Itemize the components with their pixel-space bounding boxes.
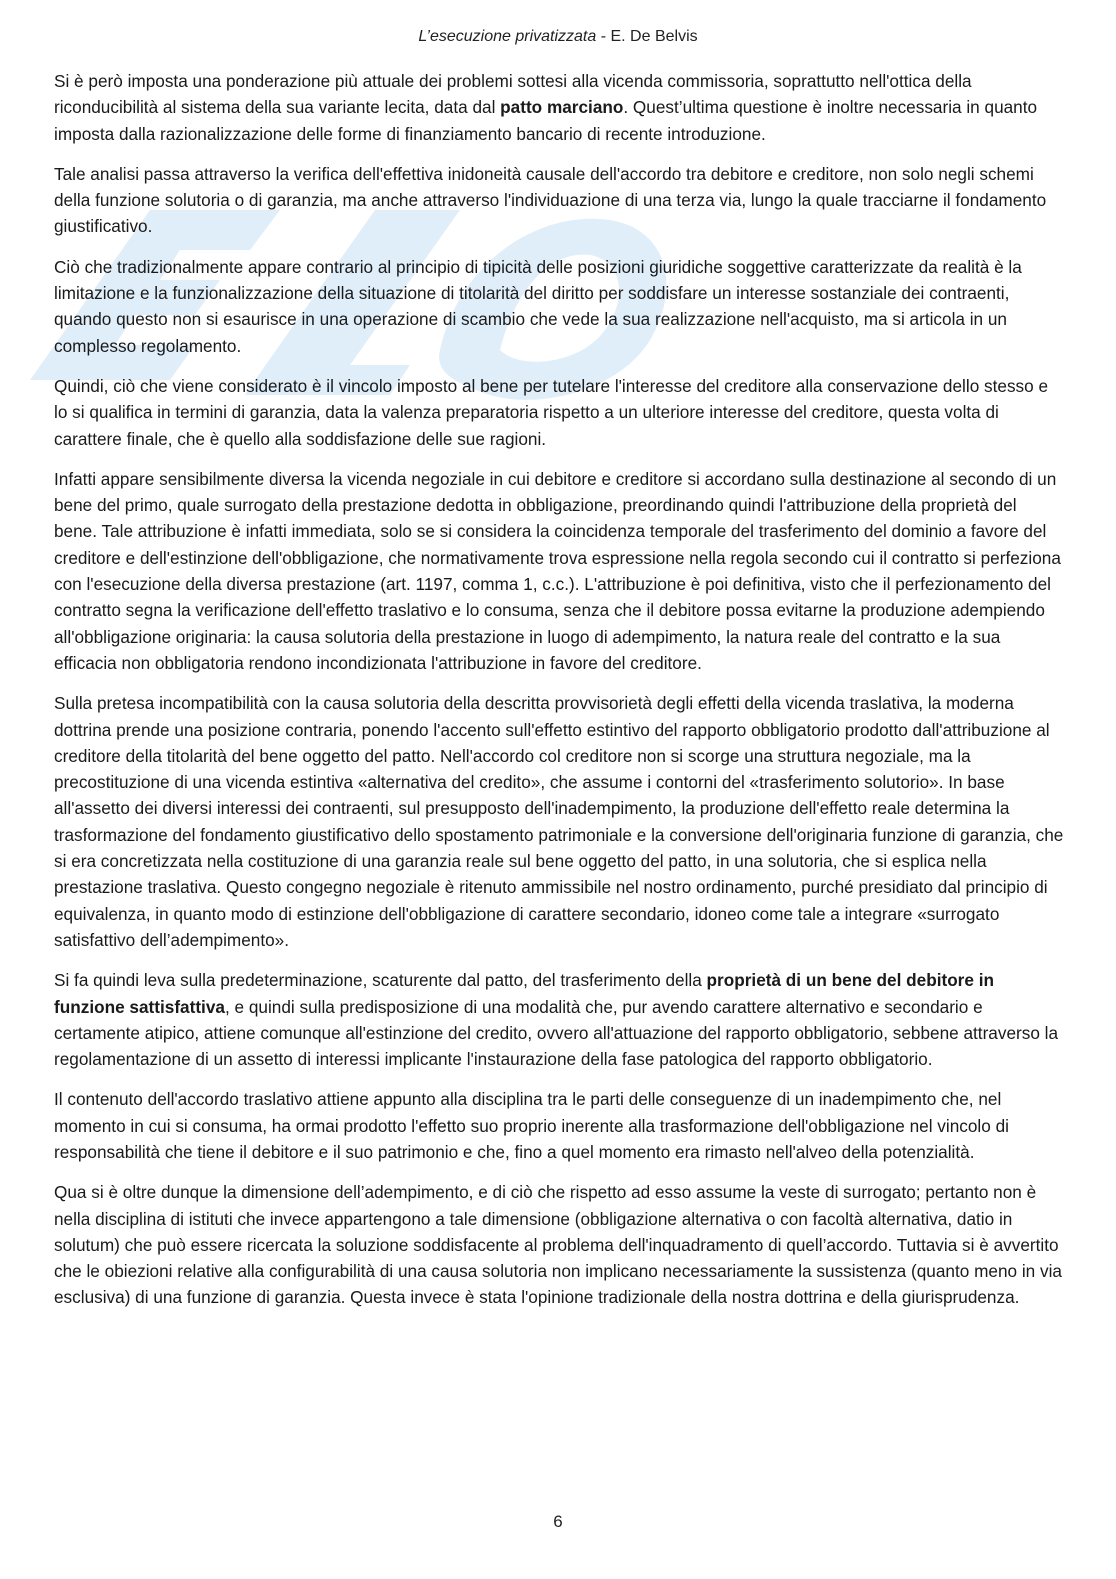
paragraph-7: Si fa quindi leva sulla predeterminazione, scaturente dal patto, del trasferimento della proprietà di un bene del debitore in funzione sattisfattiva, e quindi sulla predisposizione di una modalità che, pur avendo carattere alternativo e secondario e certamente atipico, attiene comunque all'estinzione del credito, ovvero all'attuazione del rapporto obbligatorio, sebbene attraverso la regolamentazione di un assetto di interessi implicante l'instaurazione della fase patologica del rapporto obbligatorio. <box>54 970 1059 1070</box>
header-separator: - <box>596 28 611 45</box>
paragraph-9: Qua si è oltre dunque la dimensione dell’adempimento, e di ciò che rispetto ad esso assume la veste di surrogato; pertanto non è nella disciplina di istituti che invece appartengono a tale dimensione (obbligazione alternativa o con facoltà alternativa, datio in solutum) che può essere ricercata la soluzione soddisfacente al problema dell'inquadramento di quell’accordo. Tuttavia si è avvertito che le obiezioni relative alla configurabilità di una causa solutoria non implicano necessariamente la sussistenza (quanto meno in via esclusiva) di una funzione di garanzia. Questa invece è stata l'opinione tradizionale della nostra dottrina e della giurisprudenza. <box>54 1182 1062 1308</box>
page-number: 6 <box>553 1512 563 1531</box>
paragraph-2: Tale analisi passa attraverso la verifica dell'effettiva inidoneità causale dell'accordo tra debitore e creditore, non solo negli schemi della funzione solutoria o di garanzia, ma anche attraverso l'individuazione di una terza via, lungo la quale tracciarne il fondamento giustificativo. <box>54 163 1047 237</box>
bold-term: proprietà di un bene del debitore in funzione sattisfattiva <box>54 970 994 1017</box>
document-author: E. De Belvis <box>610 28 698 45</box>
paragraph-6: Sulla pretesa incompatibilità con la causa solutoria della descritta provvisorietà degli effetti della vicenda traslativa, la moderna dottrina prende una posizione contraria, ponendo l'accento sull'effetto estintivo del rapporto obbligatorio prodotto dall'attribuzione al creditore della titolarità del bene oggetto del patto. Nell'accordo col creditore non si scorge una struttura negoziale, ma la precostituzione di una vicenda estintiva «alternativa del credito», che assume i contorni del «trasferimento solutorio». In base all'assetto dei diversi interessi dei contraenti, sul presupposto dell'inadempimento, la produzione dell'effetto reale determina la trasformazione del fondamento giustificativo dello spostamento patrimoniale e la conversione dell'originaria funzione di garanzia, che si era concretizzata nella costituzione di una garanzia reale sul bene oggetto del patto, in una solutoria, che si esplica nella prestazione traslativa. Questo congegno negoziale è ritenuto ammissibile nel nostro ordinamento, purché presidiato dal principio di equivalenza, in quanto modo di estinzione dell'obbligazione di carattere secondario, idoneo come tale a integrare «surrogato satisfattivo dell’adempimento». <box>54 693 1064 950</box>
bold-term: patto marciano <box>500 97 624 118</box>
paragraph-5: Infatti appare sensibilmente diversa la vicenda negoziale in cui debitore e creditore si accordano sulla destinazione al secondo di un bene del primo, quale surrogato della prestazione dedotta in obbligazione, preordinando quindi l'attribuzione della proprietà del bene. Tale attribuzione è infatti immediata, solo se si considera la coincidenza temporale del trasferimento del dominio a favore del creditore e dell'estinzione dell'obbligazione, che normativamente trova espressione nella regola secondo cui il contratto si perfeziona con l'esecuzione della diversa prestazione (art. 1197, comma 1, c.c.). L'attribuzione è poi definitiva, visto che il perfezionamento del contratto segna la verificazione dell'effetto traslativo e lo consuma, senza che il debitore possa evitarne la produzione adempiendo all'obbligazione originaria: la causa solutoria della prestazione in luogo di adempimento, la natura reale del contratto e la sua efficacia non obbligatoria rendono incondizionata l'attribuzione in favore del creditore. <box>54 468 1061 673</box>
paragraph-3: Ciò che tradizionalmente appare contrario al principio di tipicità delle posizioni giuridiche soggettive caratterizzate da realità è la limitazione e la funzionalizzazione della situazione di titolarità del diritto per soddisfare un interesse sostanziale dei contraenti, quando questo non si esaurisce in una operazione di scambio che vede la sua realizzazione nell'acquisto, ma si articola in un complesso regolamento. <box>54 256 1022 356</box>
paragraph-4: Quindi, ciò che viene considerato è il vincolo imposto al bene per tutelare l'interesse del creditore alla conservazione dello stesso e lo si qualifica in termini di garanzia, data la valenza preparatoria rispetto a un ulteriore interesse del creditore, questa volta di carattere finale, che è quello alla soddisfazione delle sue ragioni. <box>54 375 1049 449</box>
body-text <box>54 68 1064 1325</box>
paragraph-8: Il contenuto dell'accordo traslativo attiene appunto alla disciplina tra le parti delle conseguenze di un inadempimento che, nel momento in cui si consuma, ha ormai prodotto l'effetto suo proprio inerente alla trasformazione dell'obbligazione nel vincolo di responsabilità che tiene il debitore e il suo patrimonio e che, fino a quel momento era rimasto nell'alveo della potenzialità. <box>54 1089 1009 1162</box>
paragraph-1: Si è però imposta una ponderazione più attuale dei problemi sottesi alla vicenda commissoria, soprattutto nell'ottica della riconducibilità al sistema della sua variante lecita, data dal patto marciano. Quest’ultima questione è inoltre necessaria in quanto imposta dalla razionalizzazione delle forme di finanziamento bancario di recente introduzione. <box>54 71 1038 144</box>
running-header <box>0 28 1116 46</box>
document-title: L’esecuzione privatizzata <box>418 28 597 45</box>
